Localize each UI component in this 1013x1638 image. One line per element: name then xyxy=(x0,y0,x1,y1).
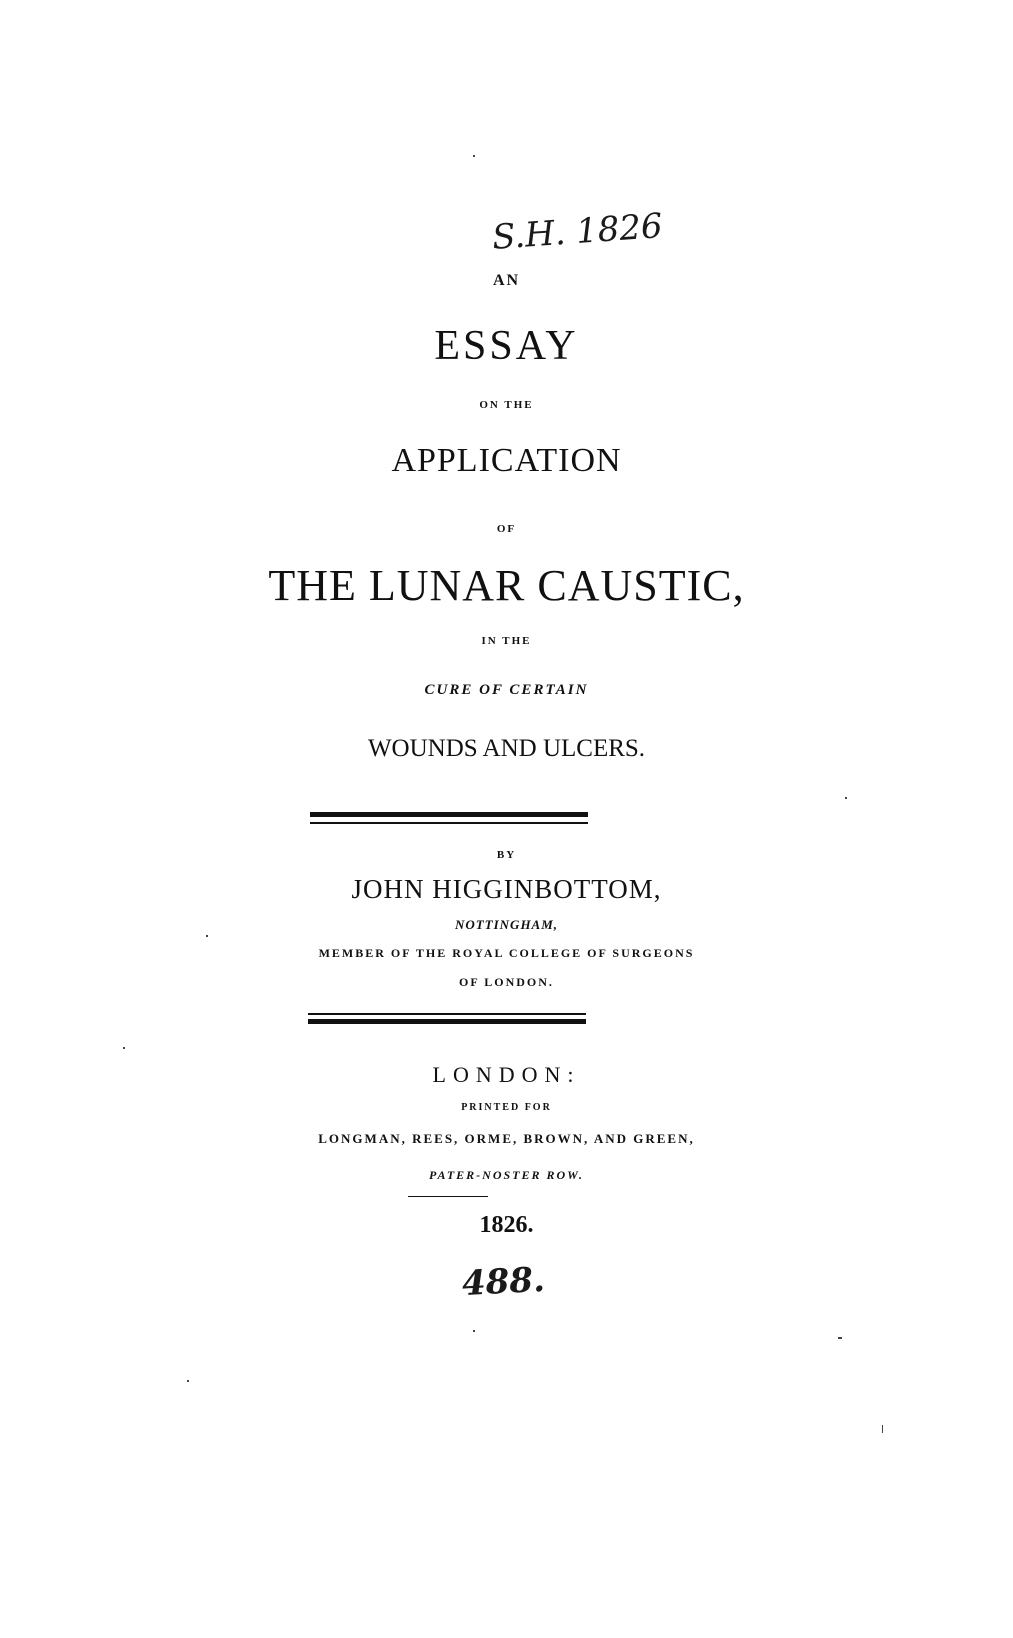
title-of: OF xyxy=(496,523,517,535)
scan-speck xyxy=(206,935,208,937)
handwritten-date-note: S.H. 1826 xyxy=(490,206,664,258)
double-rule-upper xyxy=(310,812,588,817)
scan-speck xyxy=(187,1380,189,1382)
imprint-publishers: LONGMAN, REES, ORME, BROWN, AND GREEN, xyxy=(318,1131,695,1146)
scan-speck xyxy=(882,1425,883,1433)
handwritten-shelf-number: 488. xyxy=(461,1259,546,1305)
scan-speck xyxy=(838,1337,842,1339)
imprint-city: LONDON: xyxy=(432,1062,581,1087)
title-in-the: IN THE xyxy=(481,635,532,647)
scan-speck xyxy=(845,797,847,799)
title-an: AN xyxy=(492,272,521,289)
title-by: BY xyxy=(496,849,517,861)
author-of-london: OF LONDON. xyxy=(459,975,554,989)
short-rule xyxy=(408,1196,488,1197)
title-lunar-caustic: THE LUNAR CAUSTIC, xyxy=(268,561,745,610)
title-application: APPLICATION xyxy=(391,442,622,479)
scan-speck xyxy=(473,1330,475,1332)
title-on-the: ON THE xyxy=(479,399,534,411)
title-wounds-and-ulcers: WOUNDS AND ULCERS. xyxy=(367,735,646,762)
double-rule-upper-thin xyxy=(310,822,588,824)
title-essay: ESSAY xyxy=(434,323,579,369)
author-name: JOHN HIGGINBOTTOM, xyxy=(351,874,662,904)
double-rule-lower-thin xyxy=(308,1013,586,1015)
scan-speck xyxy=(123,1047,125,1049)
imprint-street: PATER-NOSTER ROW. xyxy=(429,1168,584,1182)
author-place: NOTTINGHAM, xyxy=(454,917,559,932)
author-membership: MEMBER OF THE ROYAL COLLEGE OF SURGEONS xyxy=(318,946,695,960)
imprint-printed-for: PRINTED FOR xyxy=(461,1102,552,1113)
scan-speck xyxy=(473,155,475,157)
double-rule-lower xyxy=(308,1019,586,1024)
title-cure-of-certain: CURE OF CERTAIN xyxy=(424,682,589,698)
imprint-year: 1826. xyxy=(479,1212,534,1238)
